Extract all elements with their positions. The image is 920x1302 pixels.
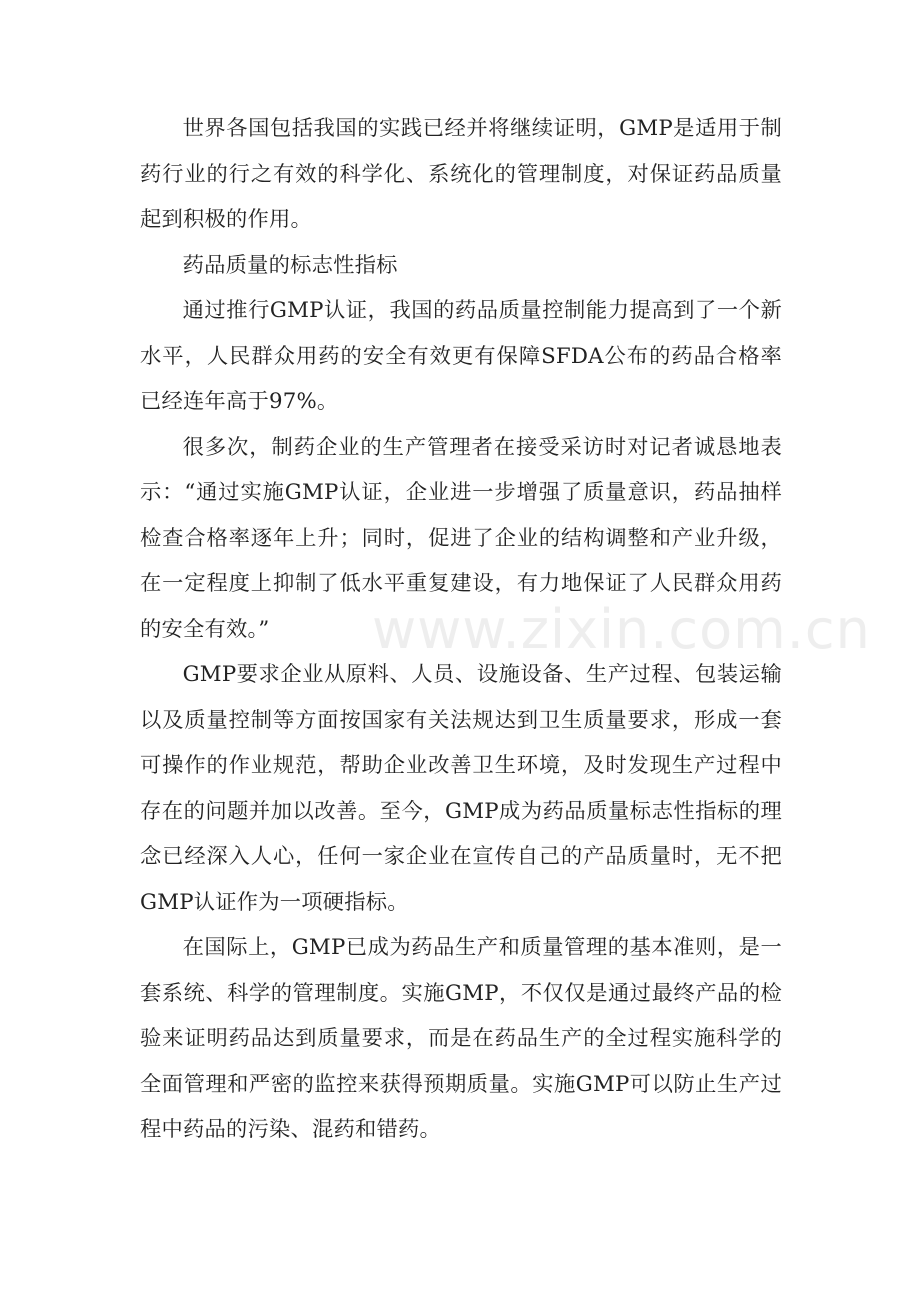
- paragraph-manager-quote: 很多次，制药企业的生产管理者在接受采访时对记者诚恳地表示：“通过实施GMP认证，企业进一步增强了质量意识，药品抽样检查合格率逐年上升；同时，促进了企业的结构调整和产业升级，在一定程度上抑制了低水平重复建设，有力地保证了人民群众用药的安全有效。”: [140, 434, 782, 642]
- watermark-text: www.zixin.com.cn: [372, 598, 871, 661]
- section-heading-quality-indicator: 药品质量的标志性指标: [182, 252, 398, 278]
- paragraph-international-gmp: 在国际上，GMP已成为药品生产和质量管理的基本准则，是一套系统、科学的管理制度。实施GMP，不仅仅是通过最终产品的检验来证明药品达到质量要求，而是在药品生产的全过程实施科学的全面管理和严密的监控来获得预期质量。实施GMP可以防止生产过程中药品的污染、混药和错药。: [140, 935, 782, 1142]
- paragraph-gmp-requirements: GMP要求企业从原料、人员、设施设备、生产过程、包装运输以及质量控制等方面按国家有关法规达到卫生质量要求，形成一套可操作的作业规范，帮助企业改善卫生环境，及时发现生产过程中存在的问题并加以改善。至今，GMP成为药品质量标志性指标的理念已经深入人心，任何一家企业在宣传自己的产品质量时，无不把GMP认证作为一项硬指标。: [140, 662, 782, 915]
- paragraph-gmp-proven-effective: 世界各国包括我国的实践已经并将继续证明，GMP是适用于制药行业的行之有效的科学化、系统化的管理制度，对保证药品质量起到积极的作用。: [140, 116, 782, 232]
- document-body: [140, 106, 782, 1153]
- paragraph-gmp-certification-level: 通过推行GMP认证，我国的药品质量控制能力提高到了一个新水平，人民群众用药的安全有效更有保障SFDA公布的药品合格率已经连年高于97%。: [140, 298, 782, 414]
